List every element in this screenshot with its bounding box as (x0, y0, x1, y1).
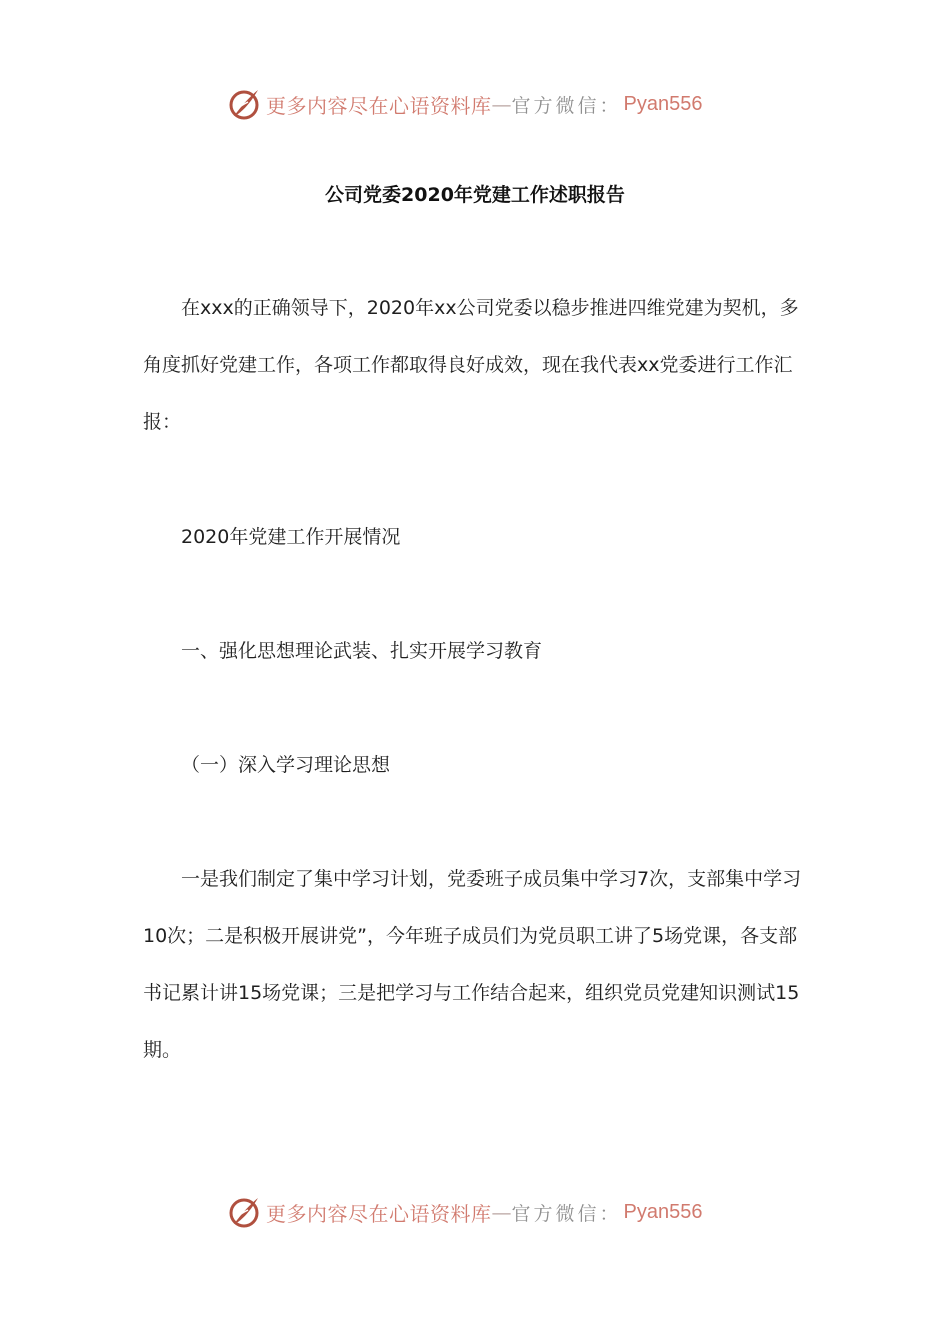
header-watermark (226, 84, 702, 124)
heading-level-1: 一、强化思想理论武装、扎实开展学习教育 (181, 640, 543, 662)
section-title: 2020年党建工作开展情况 (181, 526, 401, 548)
watermark-wechat-id: Pyan556 (623, 1200, 703, 1223)
body-paragraph: 一是我们制定了集中学习计划，党委班子成员集中学习7次，支部集中学习10次；二是积极开展讲党”，今年班子成员们为党员职工讲了5场党课，各支部书记累计讲15场党课；三是把学习与工作结合起来，组织党员党建知识测试15期。 (143, 868, 802, 1061)
quill-logo-icon (226, 86, 262, 122)
heading-level-2: （一）深入学习理论思想 (181, 754, 391, 776)
watermark-label: 官方微信： (511, 1202, 622, 1225)
document-title: 公司党委2020年党建工作述职报告 (325, 184, 625, 206)
footer-watermark (226, 1192, 702, 1232)
watermark-wechat-id: Pyan556 (623, 92, 703, 115)
watermark-text: 更多内容尽在心语资料库 (266, 1201, 492, 1226)
quill-logo-icon (226, 1194, 262, 1230)
watermark-label: 官方微信： (511, 94, 622, 117)
intro-paragraph: 在xxx的正确领导下，2020年xx公司党委以稳步推进四维党建为契机，多角度抓好党建工作，各项工作都取得良好成效，现在我代表xx党委进行工作汇报： (143, 297, 799, 433)
watermark-dash: — (491, 92, 512, 116)
watermark-dash: — (491, 1200, 512, 1224)
watermark-text: 更多内容尽在心语资料库 (266, 93, 492, 118)
